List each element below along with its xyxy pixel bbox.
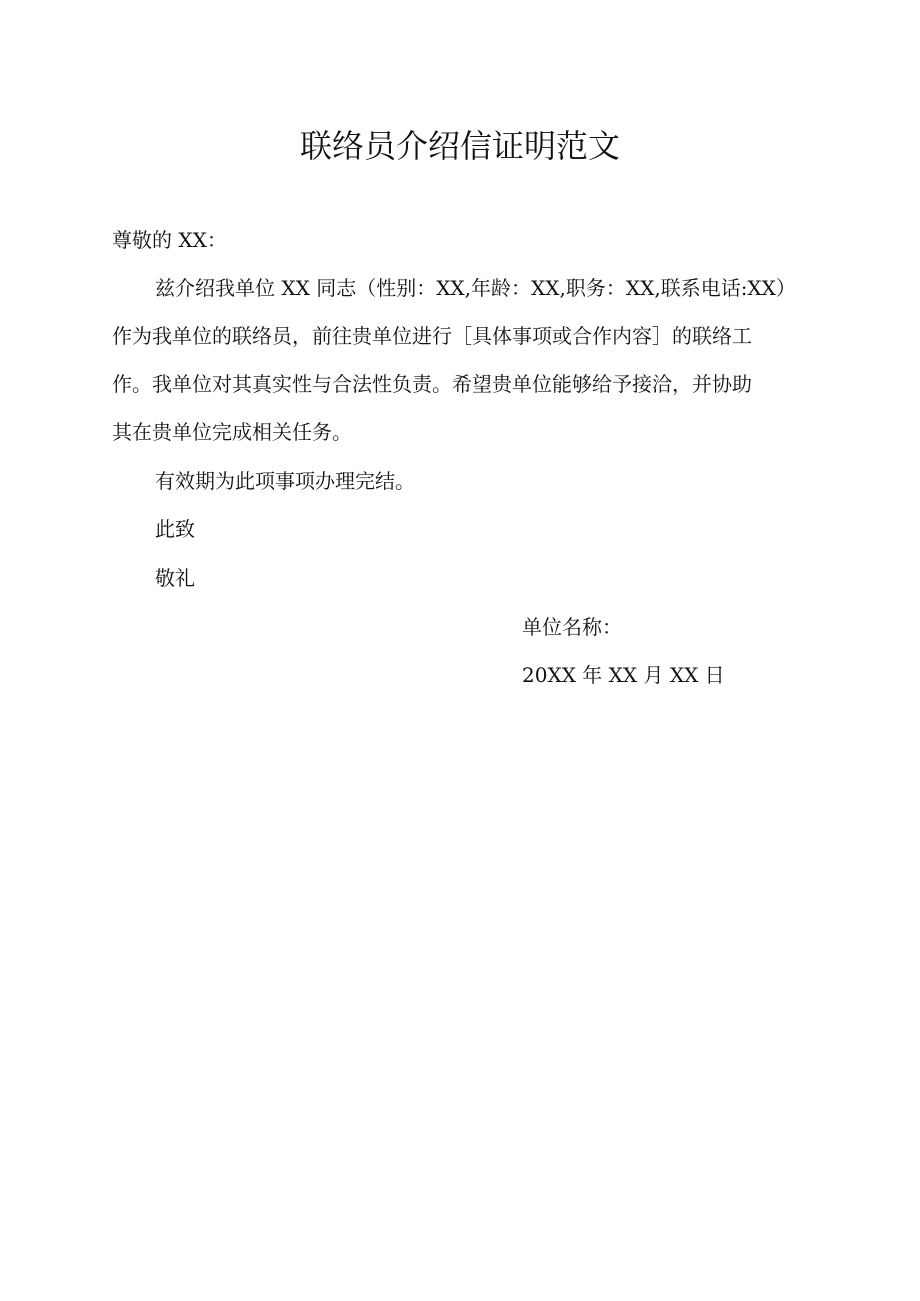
signature-date: 20XX 年 XX 月 XX 日 [522, 663, 725, 687]
unit-name-label: 单位名称： [522, 615, 622, 639]
body-line-4: 其在贵单位完成相关任务。 [112, 420, 352, 444]
page-title: 联络员介绍信证明范文 [299, 127, 620, 165]
closing-ci-zhi: 此致 [155, 517, 195, 541]
body-line-3: 作。我单位对其真实性与合法性负责。希望贵单位能够给予接洽，并协助 [112, 372, 752, 396]
body-line-1: 兹介绍我单位 XX 同志（性别：XX,年龄：XX,职务：XX,联系电话:XX） [155, 276, 796, 300]
closing-jing-li: 敬礼 [155, 566, 195, 590]
body-line-2: 作为我单位的联络员，前往贵单位进行［具体事项或合作内容］的联络工 [112, 324, 752, 348]
validity-text: 有效期为此项事项办理完结。 [155, 469, 415, 493]
salutation: 尊敬的 XX： [112, 228, 227, 252]
